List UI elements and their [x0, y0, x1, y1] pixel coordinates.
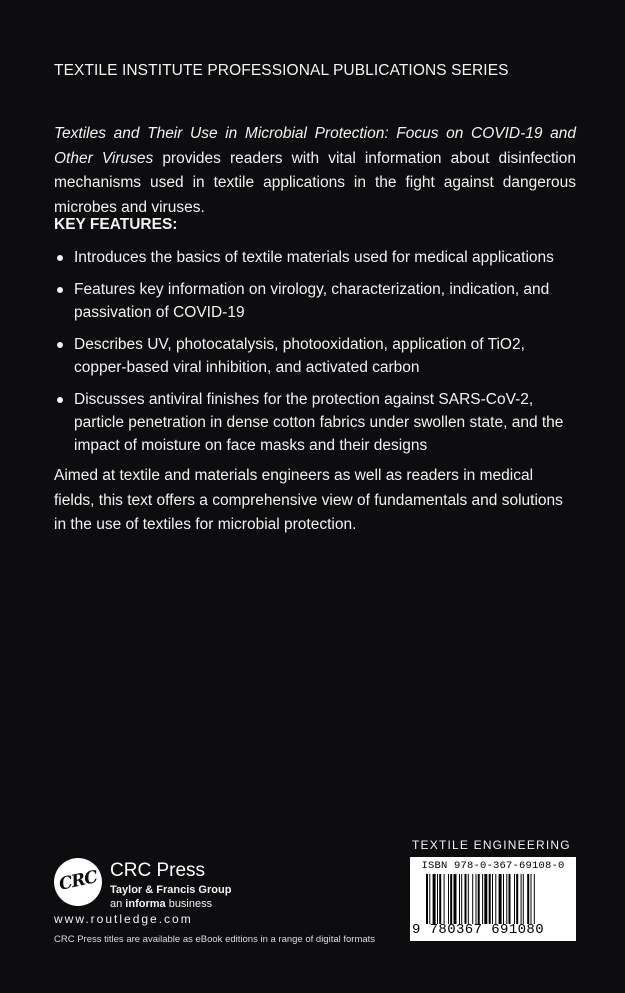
barcode-bar	[503, 874, 504, 924]
feature-text: Describes UV, photocatalysis, photooxidation, application of TiO2, copper-based viral inhibition, and activated carbon	[74, 336, 525, 376]
barcode-bar	[461, 874, 462, 924]
series-title: TEXTILE INSTITUTE PROFESSIONAL PUBLICATIONS SERIES	[54, 62, 509, 79]
publisher-group: Taylor & Francis Group	[110, 884, 232, 896]
barcode-bar	[429, 874, 430, 924]
barcode-bar	[484, 874, 487, 924]
feature-item	[54, 246, 574, 269]
barcode-bar	[444, 874, 445, 924]
crc-logo-text: CRC	[57, 867, 99, 895]
barcode-bar	[426, 874, 428, 924]
feature-item	[54, 333, 574, 379]
barcode-bar	[509, 874, 511, 924]
barcode-bar	[450, 874, 452, 924]
intro-paragraph	[54, 122, 576, 220]
barcode-bar	[523, 874, 524, 924]
barcode-bar	[478, 874, 480, 924]
barcode-bar	[465, 874, 467, 924]
crc-logo-icon	[54, 858, 102, 906]
barcode-bar	[534, 874, 535, 924]
bullet-icon	[57, 287, 63, 293]
ebook-note: CRC Press titles are available as eBook editions in a range of digital formats	[54, 934, 376, 945]
barcode-bar	[516, 874, 518, 924]
barcode-bar	[439, 874, 441, 924]
feature-text: Introduces the basics of textile materials used for medical applications	[74, 249, 554, 266]
barcode-bar	[437, 874, 438, 924]
bullet-icon	[57, 397, 63, 403]
barcode-bar	[459, 874, 460, 924]
barcode-bar	[472, 874, 473, 924]
barcode-bar	[476, 874, 477, 924]
bullet-icon	[57, 342, 63, 348]
barcode-icon	[426, 874, 572, 924]
feature-text: Features key information on virology, characterization, indication, and passivation of COVID-19	[74, 281, 550, 321]
barcode-bar	[495, 874, 496, 924]
barcode-bar	[499, 874, 502, 924]
publisher-block	[54, 858, 374, 948]
barcode-number: 9 780367 691080	[412, 922, 545, 938]
barcode-bar	[468, 874, 469, 924]
barcode-bar	[492, 874, 493, 924]
feature-item	[54, 278, 574, 324]
publisher-website[interactable]: www.routledge.com	[54, 912, 193, 926]
bullet-icon	[57, 255, 63, 261]
barcode-bar	[527, 874, 529, 924]
isbn-text: ISBN 978-0-367-69108-0	[421, 860, 565, 872]
publisher-business: an informa business	[110, 898, 213, 910]
feature-item	[54, 388, 574, 457]
barcode-bar	[514, 874, 515, 924]
feature-text: Discusses antiviral finishes for the protection against SARS-CoV-2, particle penetration in dense cotton fabrics under swollen state, and the impact of moisture on face masks and their designs	[74, 391, 564, 454]
barcode-bar	[489, 874, 491, 924]
publisher-name: CRC Press	[110, 860, 206, 881]
barcode-bar	[531, 874, 532, 924]
barcode-bar	[433, 874, 436, 924]
barcode-box	[410, 857, 576, 941]
category-label: TEXTILE ENGINEERING	[412, 838, 571, 852]
barcode-bar	[482, 874, 483, 924]
barcode-bar	[448, 874, 449, 924]
barcode-bar	[506, 874, 507, 924]
key-features-list	[54, 246, 574, 466]
barcode-bar	[521, 874, 522, 924]
key-features-heading: KEY FEATURES:	[54, 216, 178, 233]
closing-paragraph: Aimed at textile and materials engineers as well as readers in medical fields, this text offers a comprehensive view of fundamentals and solutions in the use of textiles for microbial protection.	[54, 467, 563, 533]
barcode-bar	[454, 874, 457, 924]
intro-text: provides readers with vital information about disinfection mechanisms used in textile applications in the fight against dangerous microbes and viruses.	[54, 149, 576, 216]
book-title: Textiles and Their Use in Microbial Protection: Focus on COVID-19 and Other Viruses	[54, 125, 576, 167]
